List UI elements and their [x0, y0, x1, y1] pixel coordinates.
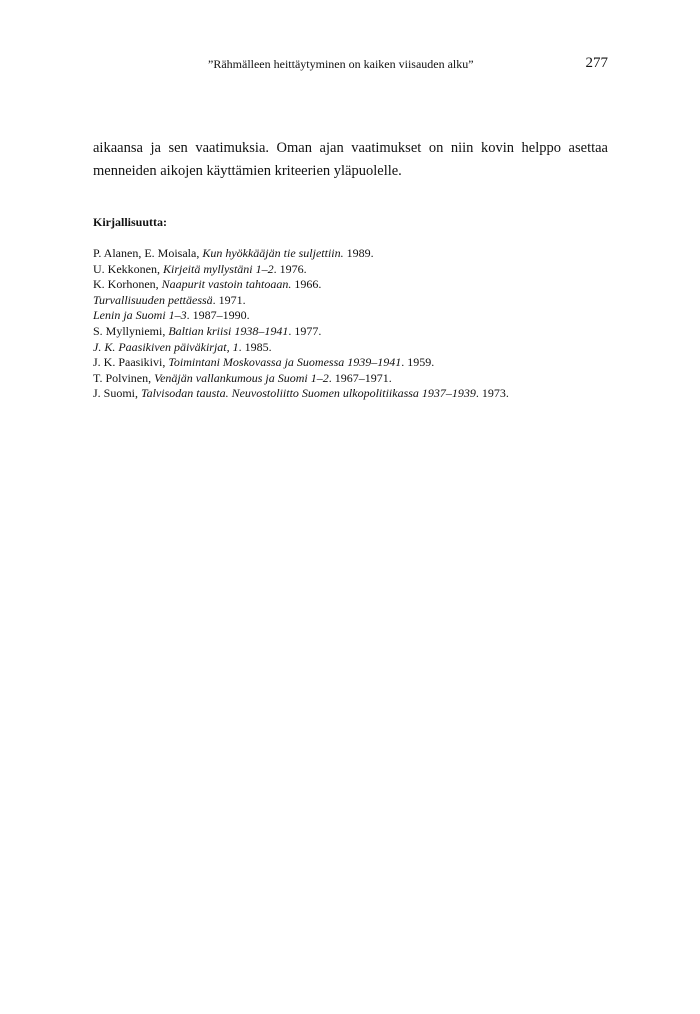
reference-item: [93, 386, 613, 402]
page-number: 277: [585, 55, 608, 71]
reference-year: . 1959.: [401, 355, 435, 370]
body-paragraph: [93, 137, 608, 183]
running-title: ”Rähmälleen heittäytyminen on kaiken viisauden alku”: [208, 57, 474, 71]
reference-item: [93, 246, 613, 262]
reference-title: Kirjeitä myllystäni 1–2: [162, 261, 274, 276]
reference-title: J. K. Paasikiven päiväkirjat, 1: [93, 339, 239, 354]
body-line: menneiden aikojen käyttämien kriteerien yläpuolelle.: [93, 163, 402, 179]
running-header: [93, 56, 608, 74]
reference-item: [93, 308, 613, 324]
reference-item: [93, 340, 613, 356]
reference-author: U. Kekkonen,: [93, 261, 163, 276]
reference-item: [93, 277, 613, 293]
reference-title: Talvisodan tausta. Neuvostoliitto Suomen ulkopolitiikassa 1937–1939: [141, 386, 476, 401]
reference-item: [93, 293, 613, 309]
reference-year: 1966.: [291, 277, 322, 292]
body-line: aikaansa ja sen vaatimuksia. Oman ajan vaatimukset on niin kovin helppo asettaa: [93, 140, 608, 156]
reference-author: S. Myllyniemi,: [93, 323, 169, 338]
reference-author: P. Alanen, E. Moisala,: [93, 246, 203, 260]
reference-author: T. Polvinen,: [93, 370, 155, 385]
reference-author: J. K. Paasikivi,: [93, 355, 169, 370]
reference-year: . 1977.: [288, 323, 322, 338]
reference-title: Naapurit vastoin tahtoaan.: [161, 277, 292, 292]
reference-year: . 1967–1971.: [328, 370, 392, 385]
reference-year: . 1971.: [212, 292, 246, 307]
reference-year: 1989.: [343, 246, 374, 260]
reference-title: Lenin ja Suomi 1–3: [93, 308, 187, 323]
references-heading: Kirjallisuutta:: [93, 215, 167, 229]
reference-author: K. Korhonen,: [93, 277, 162, 292]
reference-item: [93, 355, 613, 371]
reference-title: Toimintani Moskovassa ja Suomessa 1939–1941: [168, 355, 402, 370]
reference-item: [93, 324, 613, 340]
reference-year: . 1973.: [475, 386, 509, 401]
reference-title: Baltian kriisi 1938–1941: [168, 323, 289, 338]
reference-title: Kun hyökkääjän tie suljettiin.: [202, 246, 344, 260]
reference-year: . 1976.: [273, 261, 307, 276]
references-list: [93, 246, 613, 402]
reference-year: . 1987–1990.: [186, 308, 250, 323]
reference-title: Turvallisuuden pettäessä: [93, 292, 213, 307]
reference-item: [93, 371, 613, 387]
reference-title: Venäjän vallankumous ja Suomi 1–2: [154, 370, 329, 385]
reference-author: J. Suomi,: [93, 386, 142, 401]
reference-item: [93, 262, 613, 278]
reference-year: . 1985.: [238, 339, 272, 354]
